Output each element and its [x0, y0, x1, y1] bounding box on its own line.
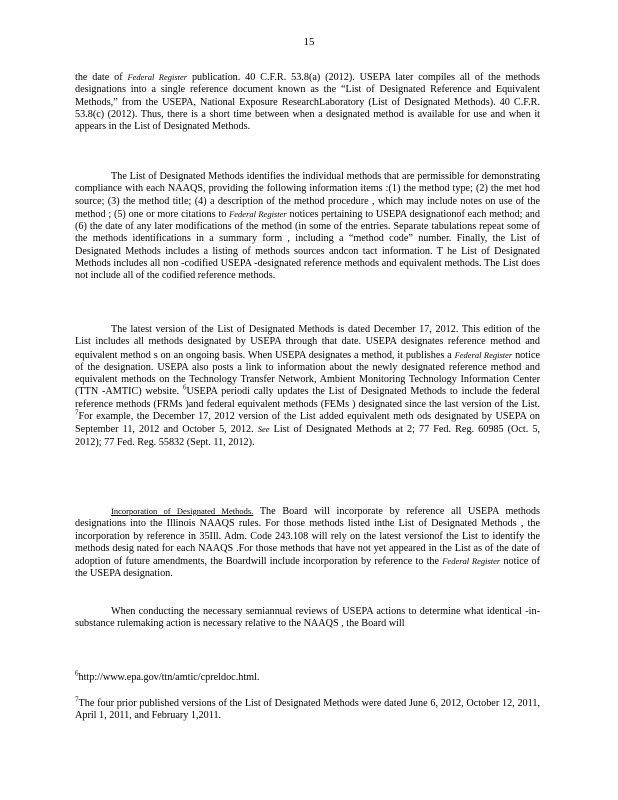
paragraph-1	[75, 71, 540, 133]
see-signal: See	[257, 424, 270, 435]
paragraph-2	[75, 171, 540, 283]
footnote-text: http://www.epa.gov/ttn/amtic/cpreldoc.html.	[78, 672, 260, 683]
text-run: publication. 40 C.F.R. 53.8(a) (2012). USEPA later compiles all of the methods designations into a single reference document known as the “List of Designated Reference and Equivalent Methods,” from the USEPA, National Exposure ResearchLaboratory (List of Designated Methods). 40 C.F.R. 53.8(c) (2012). Thus, there is a short time between when a designated method is available for use and when it appears in the List of Designated Methods.	[75, 72, 540, 133]
text-run: When conducting the necessary semiannual reviews of USEPA actions to determine what identical -in-substance rulemaking action is necessary relative to the NAAQS , the Board will	[75, 606, 540, 630]
footnote-ref-6: 6	[183, 384, 187, 393]
paragraph-5	[75, 606, 540, 631]
text-run: The Board will incorporate by reference all USEPA methods designations into the Illinois NAAQS rules. For those methods listed inthe List of Designated Methods , the incorporation by reference in 35Ill. Adm. Code 243.108 will rely on the latest versionof the List to identify the methods desig nated for each NAAQS .For those methods that have not yet appeared in the List as of the date of adoption of future amendments, the Boardwill include incorporation by reference to the	[75, 506, 540, 568]
page-number: 15	[303, 36, 315, 48]
footnote-marker: 6	[75, 669, 79, 678]
footnote-ref-7: 7	[75, 408, 79, 417]
text-run: USEPA periodi cally updates the List of Designated Methods to include the federal reference methods (FRMs )and federal equivalent methods (FEMs ) designated since the last version of the List.	[75, 386, 540, 410]
footnote-marker: 7	[75, 695, 79, 704]
footnote-7	[75, 695, 540, 723]
text-run: The latest version of the List of Designated Methods is dated December 17, 2012. This edition of the List includes all methods designated by USEPA through that date. USEPA designates reference method and equivalent method s on an ongoing basis. When USEPA designates a method, it publishes a	[75, 324, 540, 361]
text-run: For example, the December 17, 2012 version of the List added equivalent meth ods designated by USEPA on September 11, 2012 and October 5, 2012.	[75, 411, 540, 436]
federal-register-citation: Federal Register	[454, 349, 513, 360]
federal-register-citation: Federal Register	[229, 208, 287, 219]
paragraph-3	[75, 324, 540, 449]
footnote-text: The four prior published versions of the List of Designated Methods were dated June 6, 2012, October 12, 2011, April 1, 2011, and February 1,2011.	[75, 698, 540, 722]
footnote-6	[75, 669, 540, 684]
text-run: the date of	[75, 72, 128, 83]
text-run: The List of Designated Methods identifies the individual methods that are permissible for demonstrating compliance with each NAAQS, providing the following information items :(1) the method type; (2) the met hod source; (3) the method title; (4) a description of the method procedure , which may include notes on use of the method ; (5) one or more citations to	[75, 171, 540, 220]
federal-register-citation: Federal Register	[127, 72, 188, 82]
text-run: notice of the USEPA designation.	[75, 556, 540, 580]
text-run: notice of the designation. USEPA also posts a link to information about the newly designated reference method and equivalent methods on the Technology Transfer Network, Ambient Monitoring Technology Information Center (TTN -AMTIC) website.	[75, 349, 540, 398]
text-run: List of Designated Methods at 2; 77 Fed. Reg. 60985 (Oct. 5, 2012); 77 Fed. Reg. 55832 (Sept. 11, 2012).	[75, 424, 540, 448]
section-heading: Incorporation of Designated Methods.	[111, 506, 254, 516]
federal-register-citation: Federal Register	[442, 556, 501, 567]
text-run: notices pertaining to USEPA designationof each method; and (6) the date of any later modifications of the method (in some of the entries. Separate tabulations repeat some of the methods identifications in a summary form , including a “method code” number. Finally, the List of Designated Methods includes a listing of methods sources andcon tact information. T he List of Designated Methods includes all non -codified USEPA -designated reference methods and equivalent methods. The List does not include all of the codified reference methods.	[75, 208, 540, 282]
paragraph-4	[75, 505, 540, 581]
